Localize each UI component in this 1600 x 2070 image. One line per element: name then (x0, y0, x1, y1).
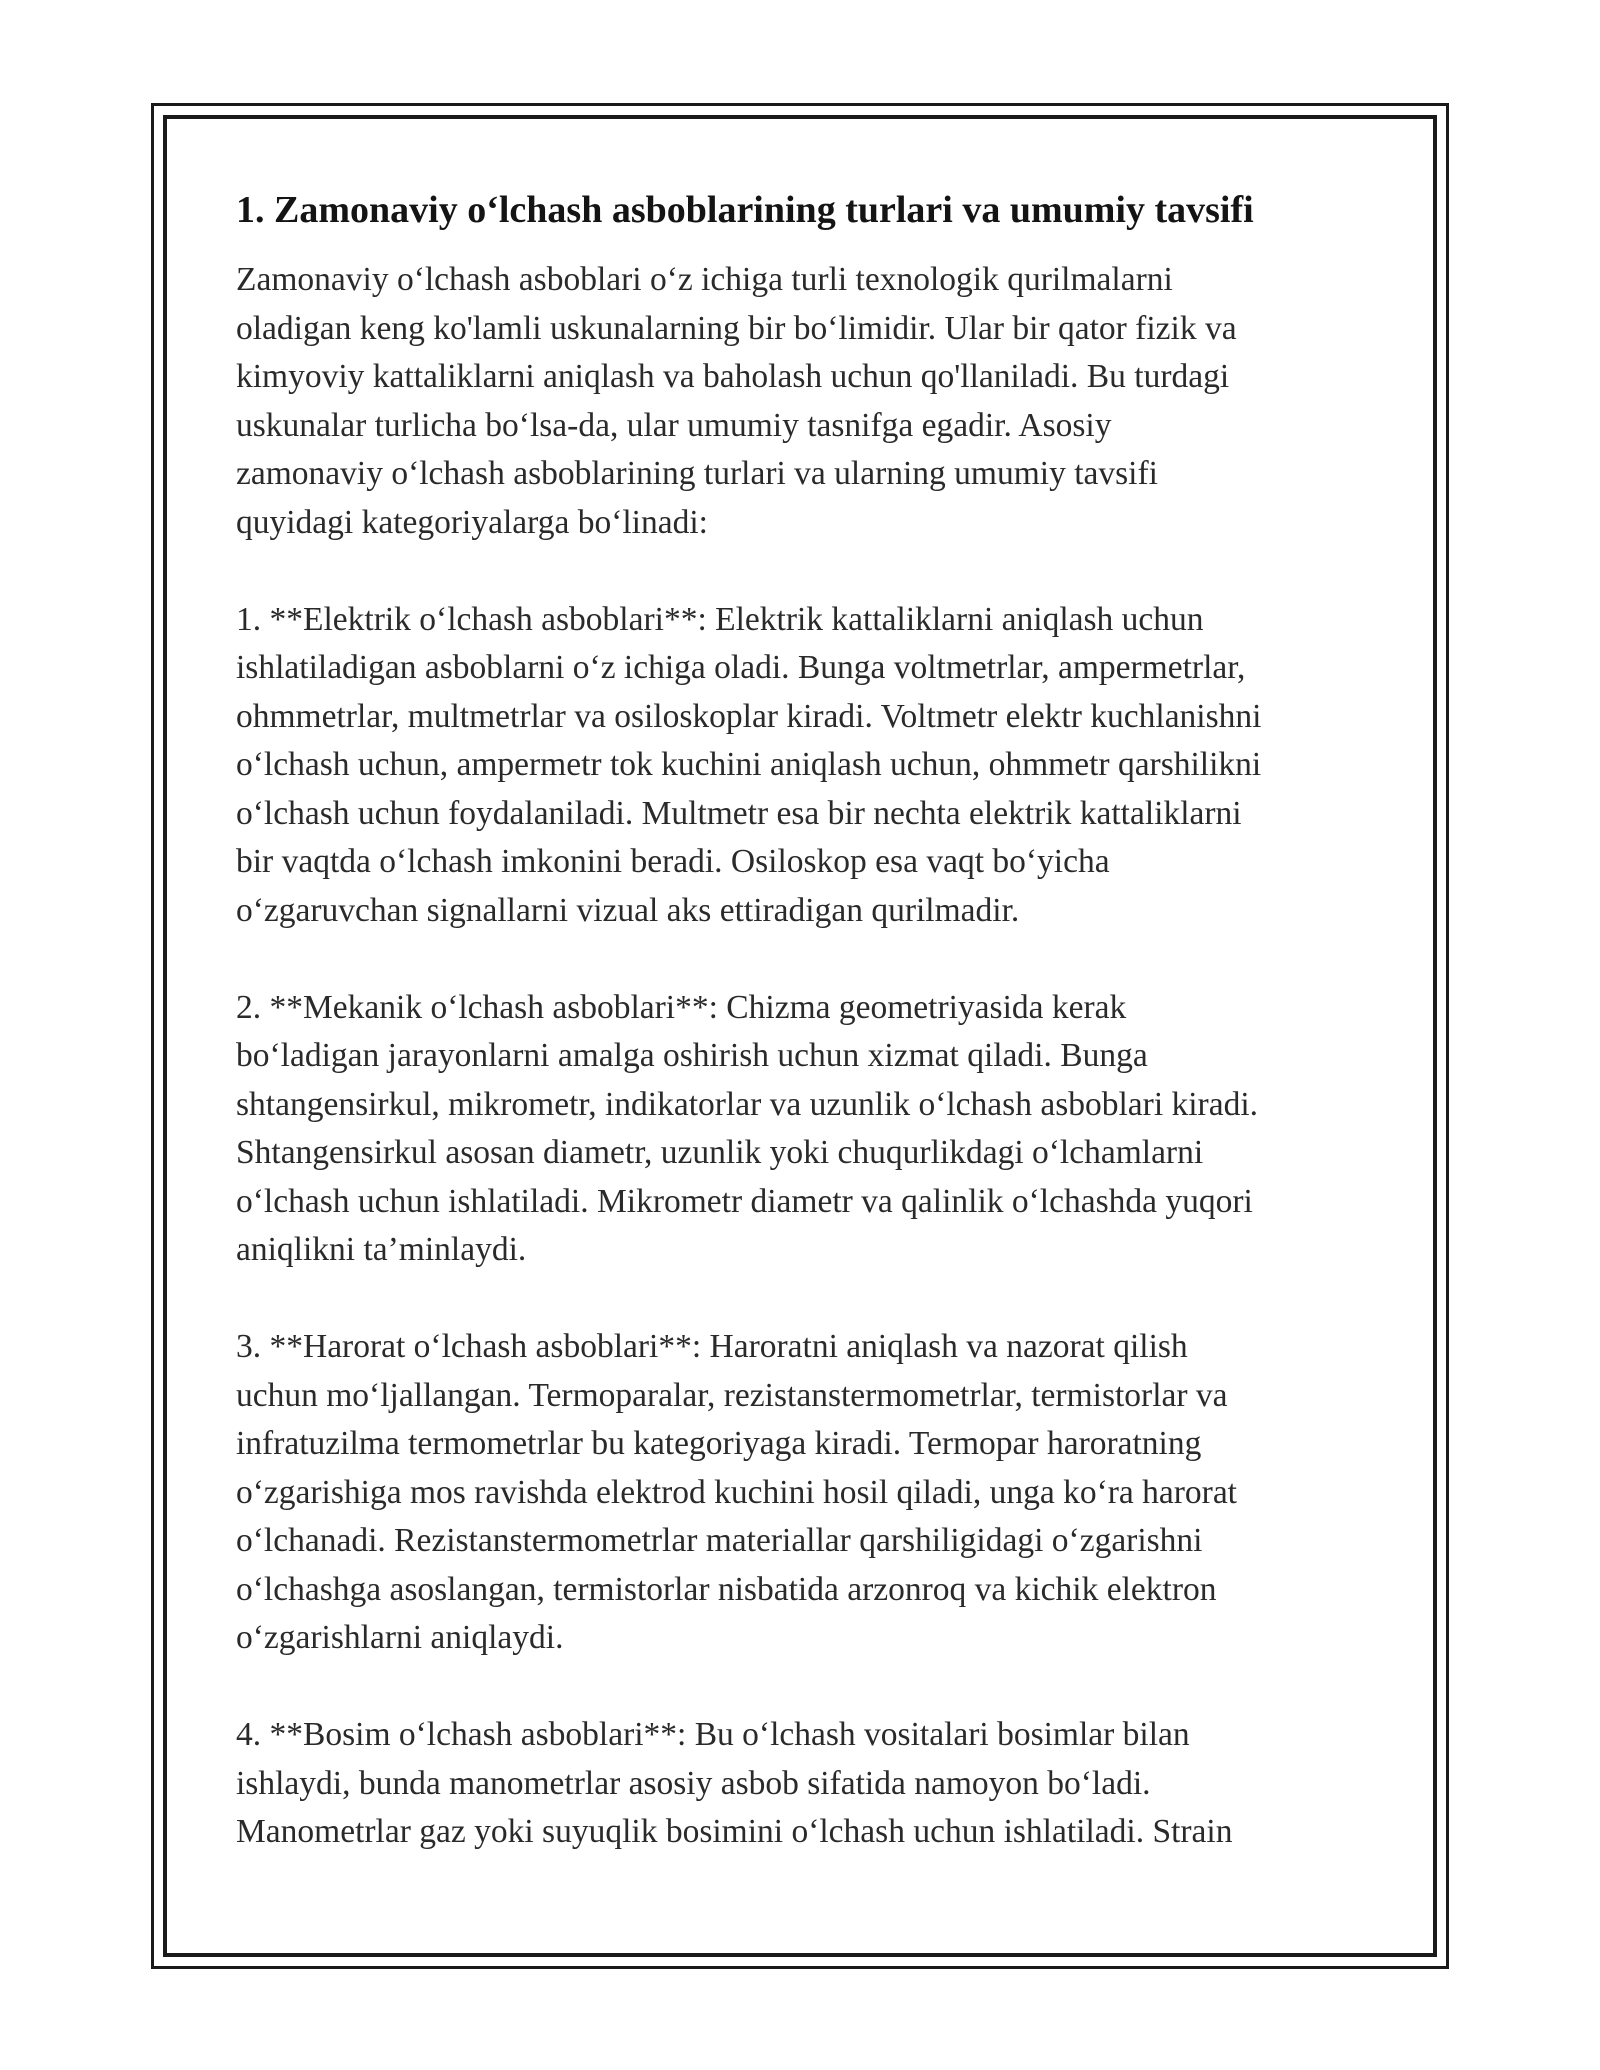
paragraph-line: bir vaqtda o‘lchash imkonini beradi. Osiloskop esa vaqt bo‘yicha (236, 843, 1110, 880)
paragraph-line: zamonaviy o‘lchash asboblarining turlari va ularning umumiy tavsifi (236, 455, 1158, 492)
paragraph-line: infratuzilma termometrlar bu kategoriyaga kiradi. Termopar haroratning (236, 1425, 1202, 1462)
paragraph-list (236, 256, 1376, 1857)
paragraph-line: o‘lchashga asoslangan, termistorlar nisbatida arzonroq va kichik elektron (236, 1570, 1217, 1608)
paragraph-line: ohmmetrlar, multmetrlar va osiloskoplar kiradi. Voltmetr elektr kuchlanishni (236, 697, 1262, 735)
paragraph (236, 1323, 1376, 1663)
paragraph-line: o‘lchash uchun ishlatiladi. Mikrometr diametr va qalinlik o‘lchashda yuqori (236, 1182, 1253, 1220)
paragraph-line: Shtangensirkul asosan diametr, uzunlik yoki chuqurlikdagi o‘lchamlarni (236, 1134, 1204, 1171)
paragraph-line: uskunalar turlicha bo‘lsa-da, ular umumiy tasnifga egadir. Asosiy (236, 406, 1112, 444)
paragraph-line: bo‘ladigan jarayonlarni amalga oshirish uchun xizmat qiladi. Bunga (236, 1037, 1148, 1074)
paragraph-line: oladigan keng ko'lamli uskunalarning bir bo‘limidir. Ular bir qator fizik va (236, 309, 1237, 347)
paragraph-line: uchun mo‘ljallangan. Termoparalar, rezistanstermometrlar, termistorlar va (236, 1376, 1228, 1414)
paragraph-line: 1. **Elektrik o‘lchash asboblari**: Elektrik kattaliklarni aniqlash uchun (236, 600, 1204, 638)
paragraph-line: shtangensirkul, mikrometr, indikatorlar va uzunlik o‘lchash asboblari kiradi. (236, 1085, 1259, 1123)
paragraph-line: aniqlikni ta’minlaydi. (236, 1231, 527, 1268)
paragraph-line: o‘zgarishiga mos ravishda elektrod kuchini hosil qiladi, unga ko‘ra harorat (236, 1473, 1237, 1511)
paragraph-line: 2. **Mekanik o‘lchash asboblari**: Chizma geometriyasida kerak (236, 988, 1127, 1026)
paragraph-line: o‘lchash uchun foydalaniladi. Multmetr esa bir nechta elektrik kattaliklarni (236, 794, 1242, 832)
paragraph-line: kimyoviy kattaliklarni aniqlash va baholash uchun qo'llaniladi. Bu turdagi (236, 358, 1230, 395)
paragraph-line: o‘zgaruvchan signallarni vizual aks ettiradigan qurilmadir. (236, 891, 1020, 929)
section-heading: 1. Zamonaviy o‘lchash asboblarining turlari va umumiy tavsifi (236, 189, 1254, 231)
paragraph-line: o‘zgarishlarni aniqlaydi. (236, 1619, 564, 1656)
paragraph-line: quyidagi kategoriyalarga bo‘linadi: (236, 503, 708, 541)
paragraph-line: 3. **Harorat o‘lchash asboblari**: Haroratni aniqlash va nazorat qilish (236, 1328, 1188, 1365)
paragraph-line: ishlaydi, bunda manometrlar asosiy asbob sifatida namoyon bo‘ladi. (236, 1764, 1151, 1802)
paragraph-line: 4. **Bosim o‘lchash asboblari**: Bu o‘lchash vositalari bosimlar bilan (236, 1716, 1190, 1753)
paragraph-line: o‘lchash uchun, ampermetr tok kuchini aniqlash uchun, ohmmetr qarshilikni (236, 746, 1262, 783)
paragraph-line: ishlatiladigan asboblarni o‘z ichiga oladi. Bunga voltmetrlar, ampermetrlar, (236, 649, 1246, 686)
paragraph-line: Zamonaviy o‘lchash asboblari o‘z ichiga turli texnologik qurilmalarni (236, 261, 1173, 298)
paragraph-line: Manometrlar gaz yoki suyuqlik bosimini o‘lchash uchun ishlatiladi. Strain (236, 1813, 1233, 1850)
paragraph (236, 596, 1376, 936)
paragraph (236, 984, 1376, 1275)
paragraph (236, 1711, 1376, 1857)
document-body (236, 186, 1376, 1905)
paragraph-line: o‘lchanadi. Rezistanstermometrlar materiallar qarshiligidagi o‘zgarishni (236, 1522, 1203, 1559)
paragraph (236, 256, 1376, 547)
